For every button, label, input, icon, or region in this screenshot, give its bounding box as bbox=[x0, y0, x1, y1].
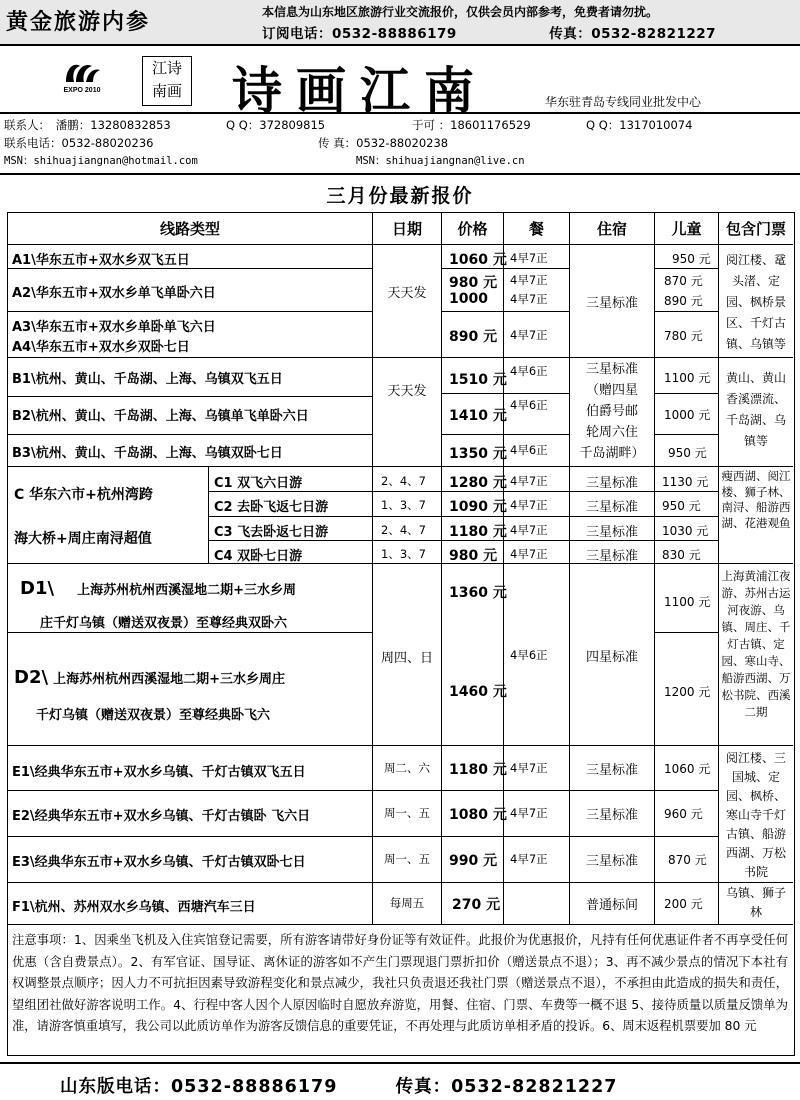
price-c1: 1280 元 bbox=[449, 475, 507, 491]
date-b: 天天发 bbox=[387, 384, 427, 399]
meal-e3: 4早7正 bbox=[510, 852, 548, 866]
divider bbox=[0, 1062, 800, 1064]
row-line bbox=[8, 882, 793, 883]
divider bbox=[0, 112, 800, 114]
child-b1: 1100 元 bbox=[664, 371, 711, 385]
price-a1: 1060 元 bbox=[449, 252, 507, 268]
hotel-e1: 三星标准 bbox=[585, 763, 638, 778]
company-seal bbox=[142, 56, 192, 106]
footer-contacts bbox=[60, 1073, 617, 1098]
route-c4: C4 双卧七日游 bbox=[214, 549, 303, 564]
notes-text: 注意事项：1、因乘坐飞机及入住宾馆登记需要，所有游客请带好身份证等有效证件。此报价为优惠报价，凡持有任何优惠证件者不再享受任何优惠（含自费景点）。2、有军官证、国导证、离休证的游客如不产生门票现退门票折扣价（赠送景点不退）；3、再不减少景点的情况下本社有权调整景点顺序；因人力不可抗拒因素导致游程变化和景点减少，我社只负责退还我社门票（赠送景点不退），不承担由此造成的损失和责任，望组团社做好游客说明工作。4、行程中客人因个人原因临时自愿放弃游览，用餐、住宿、门票、车费等一概不退 5、接待质量以质量反馈单为准，请游客慎重填写，我公司以此质访单作为游客反馈信息的重要凭证，不再处理与此质访单相矛盾的投诉。6、周末返程机票要加 80 元 bbox=[12, 933, 788, 1033]
sub-line bbox=[8, 268, 372, 269]
meal-b2: 4早6正 bbox=[510, 398, 548, 412]
price-d2: 1460 元 bbox=[449, 684, 507, 700]
meal-c1: 4早7正 bbox=[510, 474, 548, 488]
date-e2: 周一、五 bbox=[384, 806, 430, 820]
child-a1: 950 元 bbox=[672, 252, 711, 266]
child-d1: 1100 元 bbox=[664, 595, 711, 609]
sub-line bbox=[441, 393, 569, 394]
col-line bbox=[718, 213, 719, 924]
meal-b1: 4早6正 bbox=[510, 364, 548, 378]
price-c3: 1180 元 bbox=[449, 524, 507, 540]
seal-line-1: 江诗 bbox=[151, 59, 182, 77]
child-c2: 950 元 bbox=[662, 499, 701, 513]
price-a3: 1000 bbox=[449, 291, 488, 307]
child-d2: 1200 元 bbox=[664, 685, 711, 699]
hotel-e3: 三星标准 bbox=[585, 854, 638, 869]
expo-text: EXPO 2010 bbox=[63, 87, 101, 94]
sub-line bbox=[441, 434, 569, 435]
date-d: 周四、日 bbox=[380, 651, 433, 666]
company-name: 诗画江南 bbox=[232, 61, 488, 120]
row-line bbox=[718, 244, 793, 245]
meal-d: 4早6正 bbox=[510, 648, 548, 662]
contact-phone: 联系电话：0532-88020236 bbox=[4, 136, 154, 150]
route-c-title-2: 海大桥+周庄南浔超值 bbox=[14, 531, 152, 547]
footer-fax: 传真：0532-82821227 bbox=[395, 1077, 618, 1097]
meal-e1: 4早7正 bbox=[510, 761, 548, 775]
sub-line bbox=[8, 396, 372, 397]
sub-line bbox=[8, 434, 372, 435]
hotel-c2: 三星标准 bbox=[585, 500, 638, 515]
price-e1: 1180 元 bbox=[449, 762, 507, 778]
route-a3: A3\华东五市+双水乡单卧单飞六日 bbox=[12, 320, 216, 335]
row-line bbox=[8, 357, 793, 358]
route-d1 bbox=[20, 578, 296, 599]
header-notice: 本信息为山东地区旅游行业交流报价，仅供会员内部参考，免费者请勿扰。 bbox=[262, 5, 659, 19]
meal-c4: 4早7正 bbox=[510, 547, 548, 561]
contact-person: 联系人： 潘鹏：13280832853 bbox=[4, 118, 171, 132]
date-a: 天天发 bbox=[387, 286, 427, 301]
child-a2: 870 元 bbox=[664, 274, 703, 288]
subscribe-phone: 订阅电话：0532-88886179 bbox=[262, 26, 457, 42]
price-c4: 980 元 bbox=[449, 548, 498, 564]
header-fax: 传真：0532-82821227 bbox=[549, 26, 717, 42]
meal-a3: 4早7正 bbox=[510, 292, 548, 306]
route-d1-line1: 上海苏州杭州西溪湿地二期+三水乡周 bbox=[77, 583, 297, 598]
hotel-d: 四星标准 bbox=[585, 650, 638, 665]
route-e2: E2\经典华东五市+双水乡乌镇、千灯古镇卧 飞六日 bbox=[12, 809, 311, 824]
hotel-b-line: 千岛湖畔） bbox=[579, 446, 645, 461]
price-e2: 1080 元 bbox=[449, 807, 507, 823]
meal-a2: 4早7正 bbox=[510, 273, 548, 287]
contact-qq1: Q Q：372809815 bbox=[226, 118, 326, 132]
col-header-hotel: 住宿 bbox=[596, 220, 627, 238]
hotel-c3: 三星标准 bbox=[585, 525, 638, 540]
meal-e2: 4早7正 bbox=[510, 806, 548, 820]
price-d1: 1360 元 bbox=[449, 585, 507, 601]
hotel-c4: 三星标准 bbox=[585, 549, 638, 564]
col-header-meal: 餐 bbox=[528, 220, 544, 238]
route-d2-line2: 千灯乌镇（赠送双夜景）至尊经典卧飞六 bbox=[36, 708, 271, 723]
row-line bbox=[8, 466, 793, 467]
col-header-tickets: 包含门票 bbox=[725, 220, 786, 238]
row-line bbox=[8, 924, 793, 925]
route-c-title-1: C 华东六市+杭州湾跨 bbox=[14, 487, 153, 503]
tickets-e: 阅江楼、三国城、定园、枫桥、寒山寺千灯古镇、船游西湖、万松书院 bbox=[725, 751, 786, 879]
route-b2: B2\杭州、黄山、千岛湖、上海、乌镇单飞单卧六日 bbox=[12, 409, 309, 424]
route-a2: A2\华东五市+双水乡单飞单卧六日 bbox=[12, 286, 216, 301]
col-header-child: 儿童 bbox=[671, 220, 702, 238]
brand-title: 黄金旅游内参 bbox=[6, 10, 151, 35]
child-a3: 890 元 bbox=[664, 294, 703, 308]
route-a4: A4\华东五市+双水乡双卧七日 bbox=[12, 340, 190, 355]
meal-a1: 4早7正 bbox=[510, 251, 548, 265]
expo-logo bbox=[60, 56, 104, 102]
sub-line bbox=[208, 516, 718, 517]
route-a1: A1\华东五市+双水乡双飞五日 bbox=[12, 253, 190, 268]
contact-qq2: Q Q：1317010074 bbox=[586, 118, 693, 132]
hotel-c1: 三星标准 bbox=[585, 476, 638, 491]
contact-msn1: MSN：shihuajiangnan@hotmail.com bbox=[4, 155, 198, 167]
child-a4: 780 元 bbox=[664, 329, 703, 343]
sub-line bbox=[8, 311, 372, 312]
child-c4: 830 元 bbox=[662, 548, 701, 562]
contact-msn2: MSN：shihuajiangnan@live.cn bbox=[356, 155, 525, 167]
tickets-a: 阅江楼、鼋头渚、定园、枫桥景区、千灯古镇、乌镇等 bbox=[725, 253, 786, 351]
row-line bbox=[8, 745, 793, 746]
route-d2-line1: 上海苏州杭州西溪湿地二期+三水乡周庄 bbox=[53, 672, 286, 687]
child-b2: 1000 元 bbox=[664, 408, 711, 422]
sub-line bbox=[654, 434, 718, 435]
table-title: 三月份最新报价 bbox=[326, 185, 474, 207]
contact-fax: 传 真：0532-88020238 bbox=[318, 136, 449, 150]
child-f: 200 元 bbox=[664, 897, 703, 911]
price-a2: 980 元 bbox=[449, 275, 498, 291]
row-line bbox=[8, 563, 793, 564]
sub-line bbox=[654, 393, 718, 394]
company-subtitle: 华东驻青岛专线同业批发中心 bbox=[545, 95, 702, 109]
tickets-c: 瘦西湖、阅江楼、狮子林、南浔、船游西湖、花港观鱼 bbox=[721, 469, 791, 530]
hotel-b bbox=[570, 359, 654, 464]
hotel-b-line: 三星标准 bbox=[585, 362, 638, 377]
price-b2: 1410 元 bbox=[449, 408, 507, 424]
col-header-date: 日期 bbox=[391, 220, 422, 238]
price-a4: 890 元 bbox=[449, 329, 498, 345]
route-f1: F1\杭州、苏州双水乡乌镇、西塘汽车三日 bbox=[12, 900, 256, 915]
hotel-a: 三星标准 bbox=[585, 296, 638, 311]
child-c3: 1030 元 bbox=[662, 524, 709, 538]
hotel-b-line: 轮周六住 bbox=[585, 425, 638, 440]
date-c3: 2、4、7 bbox=[381, 523, 426, 537]
child-e3: 870 元 bbox=[668, 853, 707, 867]
sub-line bbox=[654, 268, 718, 269]
hotel-b-line: 伯爵号邮 bbox=[585, 404, 638, 419]
child-e1: 1060 元 bbox=[664, 762, 711, 776]
route-b1: B1\杭州、黄山、千岛湖、上海、乌镇双飞五日 bbox=[12, 372, 283, 387]
sub-line bbox=[8, 632, 372, 633]
sub-line bbox=[8, 790, 718, 791]
hotel-b-line: （赠四星 bbox=[585, 383, 638, 398]
footer-phone: 山东版电话：0532-88886179 bbox=[60, 1077, 338, 1097]
route-e1: E1\经典华东五市+双水乡乌镇、千灯古镇双飞五日 bbox=[12, 765, 306, 780]
route-d2-code: D2\ bbox=[14, 667, 49, 688]
divider bbox=[0, 173, 800, 175]
col-header-price: 价格 bbox=[457, 220, 488, 238]
route-d2 bbox=[14, 667, 285, 688]
route-b3: B3\杭州、黄山、千岛湖、上海、乌镇双卧七日 bbox=[12, 446, 283, 461]
contact-yu: 于可 ：18601176529 bbox=[412, 118, 531, 132]
header-phones bbox=[262, 22, 716, 42]
child-e2: 960 元 bbox=[664, 807, 703, 821]
seal-line-2: 南画 bbox=[151, 82, 182, 100]
price-f: 270 元 bbox=[452, 897, 501, 913]
meal-a4: 4早7正 bbox=[510, 328, 548, 342]
tickets-f: 乌镇、狮子林 bbox=[725, 886, 786, 919]
price-b3: 1350 元 bbox=[449, 446, 507, 462]
route-c3: C3 飞去卧返七日游 bbox=[214, 525, 329, 540]
col-header-route: 线路类型 bbox=[159, 220, 220, 238]
price-c2: 1090 元 bbox=[449, 499, 507, 515]
child-b3: 950 元 bbox=[668, 446, 707, 460]
sub-line bbox=[441, 311, 569, 312]
col-line bbox=[208, 466, 209, 563]
date-e3: 周一、五 bbox=[384, 852, 430, 866]
tickets-d: 上海黄浦江夜游、苏州古运河夜游、乌镇、周庄、千灯古镇、定园、寒山寺、船游西湖、万松书院、西溪二期 bbox=[721, 569, 791, 719]
price-b1: 1510 元 bbox=[449, 372, 507, 388]
date-e1: 周二、六 bbox=[384, 761, 430, 775]
meal-c2: 4早7正 bbox=[510, 498, 548, 512]
sub-line bbox=[654, 311, 718, 312]
price-e3: 990 元 bbox=[449, 853, 498, 869]
col-line bbox=[654, 213, 655, 924]
hotel-f: 普通标间 bbox=[585, 898, 638, 913]
date-c2: 1、3、7 bbox=[381, 498, 426, 512]
sub-line bbox=[654, 632, 718, 633]
row-line bbox=[8, 244, 718, 245]
date-c1: 2、4、7 bbox=[381, 474, 426, 488]
route-c2: C2 去卧飞返七日游 bbox=[214, 500, 329, 515]
sub-line bbox=[8, 836, 718, 837]
date-f: 每周五 bbox=[389, 896, 425, 910]
meal-c3: 4早7正 bbox=[510, 523, 548, 537]
tickets-b: 黄山、黄山香溪漂流、千岛湖、乌镇等 bbox=[725, 371, 786, 448]
date-c4: 1、3、7 bbox=[381, 547, 426, 561]
col-line bbox=[441, 213, 442, 924]
meal-b3: 4早6正 bbox=[510, 443, 548, 457]
hotel-e2: 三星标准 bbox=[585, 808, 638, 823]
route-c1: C1 双飞六日游 bbox=[214, 476, 303, 491]
route-d1-code: D1\ bbox=[20, 578, 55, 599]
child-c1: 1130 元 bbox=[662, 475, 709, 489]
route-d1-line2: 庄千灯乌镇（赠送双夜景）至尊经典双卧六 bbox=[40, 616, 288, 631]
route-e3: E3\经典华东五市+双水乡乌镇、千灯古镇双卧七日 bbox=[12, 855, 306, 870]
